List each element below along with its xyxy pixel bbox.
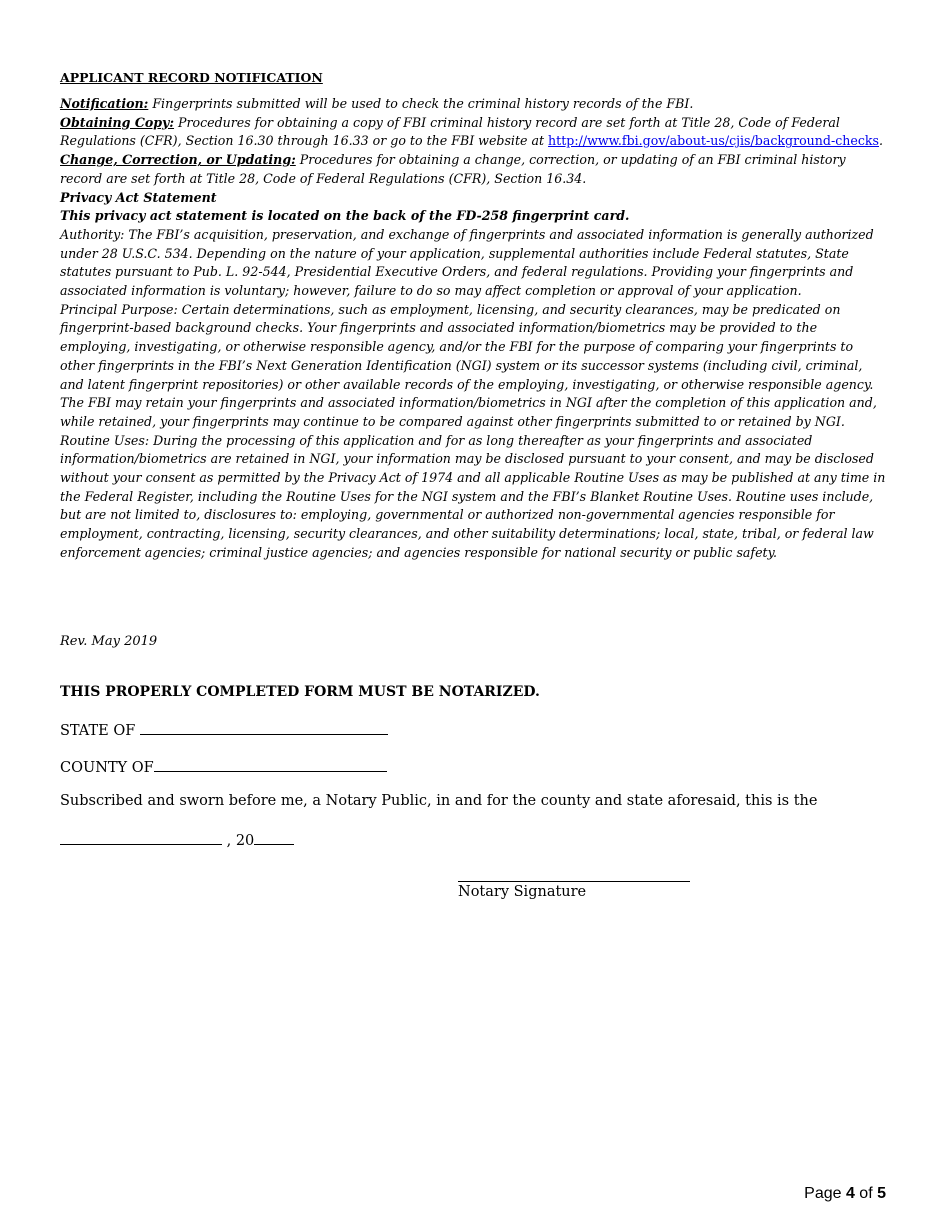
current-page: 4 bbox=[845, 1185, 855, 1202]
revision-date: Rev. May 2019 bbox=[60, 634, 158, 649]
date-field-row bbox=[60, 830, 294, 849]
obtaining-copy-label: Obtaining Copy: bbox=[60, 114, 175, 130]
county-field-row bbox=[60, 757, 387, 776]
privacy-act-title: Privacy Act Statement bbox=[60, 189, 217, 205]
change-correction-text: Procedures for obtaining a change, correction, or updating of an FBI criminal history record are set forth at Title 28, Code of Federal Regulations (CFR), Section 16.34. bbox=[60, 152, 846, 186]
notification-text: Fingerprints submitted will be used to check the criminal history records of the FBI. bbox=[148, 96, 694, 111]
page-number bbox=[804, 1185, 886, 1203]
change-correction-label: Change, Correction, or Updating: bbox=[60, 152, 296, 168]
day-month-blank-line[interactable] bbox=[60, 830, 222, 845]
year-prefix: , 20 bbox=[222, 833, 255, 849]
page-word: Page bbox=[804, 1185, 846, 1202]
fbi-website-link[interactable]: http://www.fbi.gov/about-us/cjis/background-checks bbox=[548, 133, 879, 149]
state-label: STATE OF bbox=[60, 723, 140, 739]
state-blank-line[interactable] bbox=[140, 720, 388, 735]
page-heading: APPLICANT RECORD NOTIFICATION bbox=[60, 70, 323, 85]
sworn-statement: Subscribed and sworn before me, a Notary Public, in and for the county and state aforesaid, this is the bbox=[60, 793, 818, 809]
change-correction-paragraph bbox=[60, 151, 886, 188]
of-word: of bbox=[854, 1185, 878, 1202]
notification-paragraph bbox=[60, 95, 886, 114]
state-field-row bbox=[60, 720, 388, 739]
privacy-authority: Authority: The FBI’s acquisition, preservation, and exchange of fingerprints and associated information is generally authorized under 28 U.S.C. 534. Depending on the nature of your application, supplemental authorities include Federal statutes, State statutes pursuant to Pub. L. 92-544, Presidential Executive Orders, and federal regulations. Providing your fingerprints and associated information is voluntary; however, failure to do so may affect completion or approval of your application. bbox=[60, 226, 874, 299]
privacy-principal-purpose: Principal Purpose: Certain determinations, such as employment, licensing, and security clearances, may be predicated on fingerprint-based background checks. Your fingerprints and associated information/biometrics may be provided to the employing, investigating, or otherwise responsible agency, and/or the FBI for the purpose of comparing your fingerprints to other fingerprints in the FBI’s Next Generation Identification (NGI) system or its successor systems (including civil, criminal, and latent fingerprint repositories) or other available records of the employing, investigating, or otherwise responsible agency. The FBI may retain your fingerprints and associated information/biometrics in NGI after the completion of this application and, while retained, your fingerprints may continue to be compared against other fingerprints submitted to or retained by NGI. Routine Uses: During the processing of this application and for as long thereafter as your fingerprints and associated information/biometrics are retained in NGI, your information may be disclosed pursuant to your consent, and may be disclosed without your consent as permitted by the Privacy Act of 1974 and all applicable Routine Uses as may be published at any time in the Federal Register, including the Routine Uses for the NGI system and the FBI’s Blanket Routine Uses. Routine uses include, but are not limited to, disclosures to: employing, governmental or authorized non-governmental agencies responsible for employment, contracting, licensing, security clearances, and other suitability determinations; local, state, tribal, or federal law enforcement agencies; criminal justice agencies; and agencies responsible for national security or public safety. bbox=[60, 301, 886, 560]
county-label: COUNTY OF bbox=[60, 760, 154, 776]
obtaining-copy-paragraph bbox=[60, 114, 886, 151]
year-blank-line[interactable] bbox=[254, 830, 294, 845]
notification-label: Notification: bbox=[60, 96, 149, 111]
privacy-location-note: This privacy act statement is located on the back of the FD-258 fingerprint card. bbox=[60, 208, 630, 224]
notice-body bbox=[60, 95, 886, 563]
obtaining-copy-text: Procedures for obtaining a copy of FBI criminal history record are set forth at Title 28, Code of Federal Regulations (CFR), Section 16.30 through 16.33 or go to the FBI website at bbox=[60, 114, 840, 149]
total-pages: 5 bbox=[877, 1185, 886, 1202]
notary-signature-line[interactable] bbox=[458, 881, 690, 882]
obtaining-copy-after: . bbox=[878, 133, 883, 149]
county-blank-line[interactable] bbox=[154, 757, 387, 772]
notary-signature-label: Notary Signature bbox=[458, 884, 587, 900]
notarize-notice: THIS PROPERLY COMPLETED FORM MUST BE NOTARIZED. bbox=[60, 684, 540, 700]
